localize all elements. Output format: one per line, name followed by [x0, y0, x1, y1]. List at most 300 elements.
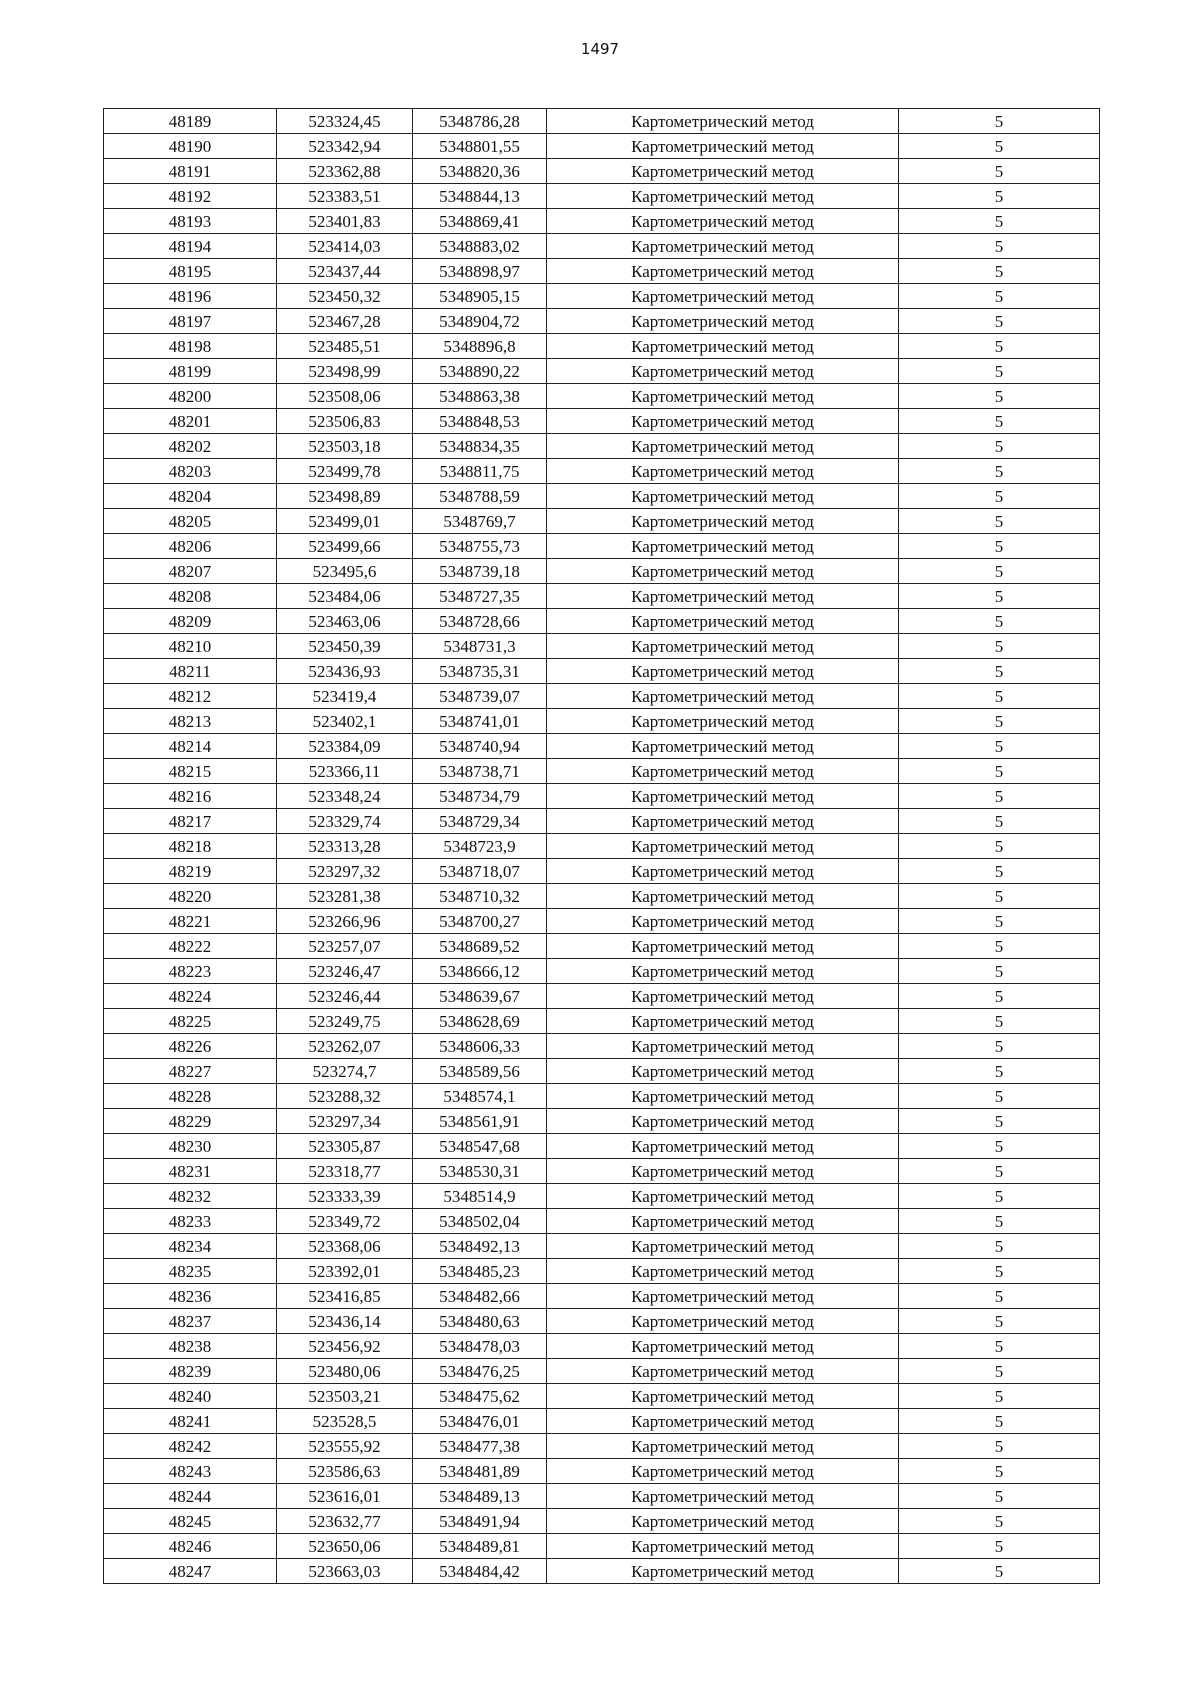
table-row: [104, 759, 1100, 784]
point-number-cell: 48237: [104, 1309, 277, 1334]
point-number-cell: 48207: [104, 559, 277, 584]
point-number-cell: 48240: [104, 1384, 277, 1409]
x-coordinate-cell: 523503,21: [277, 1384, 413, 1409]
y-coordinate-cell: 5348481,89: [413, 1459, 547, 1484]
y-coordinate-cell: 5348561,91: [413, 1109, 547, 1134]
accuracy-cell: 5: [899, 259, 1100, 284]
point-number-cell: 48246: [104, 1534, 277, 1559]
x-coordinate-cell: 523506,83: [277, 409, 413, 434]
y-coordinate-cell: 5348739,07: [413, 684, 547, 709]
y-coordinate-cell: 5348769,7: [413, 509, 547, 534]
table-row: [104, 484, 1100, 509]
y-coordinate-cell: 5348728,66: [413, 609, 547, 634]
x-coordinate-cell: 523495,6: [277, 559, 413, 584]
method-cell: Картометрический метод: [547, 334, 899, 359]
x-coordinate-cell: 523555,92: [277, 1434, 413, 1459]
point-number-cell: 48215: [104, 759, 277, 784]
accuracy-cell: 5: [899, 859, 1100, 884]
table-row: [104, 1059, 1100, 1084]
x-coordinate-cell: 523288,32: [277, 1084, 413, 1109]
x-coordinate-cell: 523586,63: [277, 1459, 413, 1484]
table-row: [104, 1009, 1100, 1034]
method-cell: Картометрический метод: [547, 1059, 899, 1084]
point-number-cell: 48213: [104, 709, 277, 734]
table-row: [104, 1234, 1100, 1259]
y-coordinate-cell: 5348700,27: [413, 909, 547, 934]
table-row: [104, 884, 1100, 909]
x-coordinate-cell: 523333,39: [277, 1184, 413, 1209]
x-coordinate-cell: 523419,4: [277, 684, 413, 709]
point-number-cell: 48193: [104, 209, 277, 234]
table-row: [104, 434, 1100, 459]
x-coordinate-cell: 523324,45: [277, 109, 413, 134]
point-number-cell: 48229: [104, 1109, 277, 1134]
x-coordinate-cell: 523348,24: [277, 784, 413, 809]
table-row: [104, 584, 1100, 609]
accuracy-cell: 5: [899, 284, 1100, 309]
method-cell: Картометрический метод: [547, 1359, 899, 1384]
x-coordinate-cell: 523349,72: [277, 1209, 413, 1234]
accuracy-cell: 5: [899, 1184, 1100, 1209]
point-number-cell: 48201: [104, 409, 277, 434]
table-row: [104, 1084, 1100, 1109]
x-coordinate-cell: 523499,78: [277, 459, 413, 484]
table-row: [104, 1359, 1100, 1384]
table-row: [104, 1159, 1100, 1184]
y-coordinate-cell: 5348589,56: [413, 1059, 547, 1084]
table-row: [104, 1534, 1100, 1559]
table-row: [104, 409, 1100, 434]
method-cell: Картометрический метод: [547, 184, 899, 209]
y-coordinate-cell: 5348502,04: [413, 1209, 547, 1234]
method-cell: Картометрический метод: [547, 1309, 899, 1334]
table-row: [104, 909, 1100, 934]
method-cell: Картометрический метод: [547, 1384, 899, 1409]
method-cell: Картометрический метод: [547, 409, 899, 434]
accuracy-cell: 5: [899, 1459, 1100, 1484]
accuracy-cell: 5: [899, 484, 1100, 509]
x-coordinate-cell: 523632,77: [277, 1509, 413, 1534]
x-coordinate-cell: 523401,83: [277, 209, 413, 234]
point-number-cell: 48196: [104, 284, 277, 309]
y-coordinate-cell: 5348492,13: [413, 1234, 547, 1259]
table-row: [104, 984, 1100, 1009]
accuracy-cell: 5: [899, 459, 1100, 484]
accuracy-cell: 5: [899, 959, 1100, 984]
table-row: [104, 809, 1100, 834]
y-coordinate-cell: 5348491,94: [413, 1509, 547, 1534]
y-coordinate-cell: 5348898,97: [413, 259, 547, 284]
point-number-cell: 48234: [104, 1234, 277, 1259]
method-cell: Картометрический метод: [547, 559, 899, 584]
accuracy-cell: 5: [899, 1134, 1100, 1159]
method-cell: Картометрический метод: [547, 259, 899, 284]
y-coordinate-cell: 5348729,34: [413, 809, 547, 834]
x-coordinate-cell: 523414,03: [277, 234, 413, 259]
table-row: [104, 534, 1100, 559]
accuracy-cell: 5: [899, 684, 1100, 709]
point-number-cell: 48225: [104, 1009, 277, 1034]
point-number-cell: 48203: [104, 459, 277, 484]
accuracy-cell: 5: [899, 934, 1100, 959]
y-coordinate-cell: 5348710,32: [413, 884, 547, 909]
method-cell: Картометрический метод: [547, 509, 899, 534]
table-row: [104, 309, 1100, 334]
method-cell: Картометрический метод: [547, 309, 899, 334]
x-coordinate-cell: 523384,09: [277, 734, 413, 759]
method-cell: Картометрический метод: [547, 1484, 899, 1509]
table-row: [104, 1409, 1100, 1434]
method-cell: Картометрический метод: [547, 359, 899, 384]
method-cell: Картометрический метод: [547, 234, 899, 259]
point-number-cell: 48218: [104, 834, 277, 859]
x-coordinate-cell: 523305,87: [277, 1134, 413, 1159]
y-coordinate-cell: 5348741,01: [413, 709, 547, 734]
x-coordinate-cell: 523318,77: [277, 1159, 413, 1184]
method-cell: Картометрический метод: [547, 459, 899, 484]
y-coordinate-cell: 5348735,31: [413, 659, 547, 684]
accuracy-cell: 5: [899, 759, 1100, 784]
x-coordinate-cell: 523262,07: [277, 1034, 413, 1059]
method-cell: Картометрический метод: [547, 784, 899, 809]
accuracy-cell: 5: [899, 1209, 1100, 1234]
x-coordinate-cell: 523650,06: [277, 1534, 413, 1559]
x-coordinate-cell: 523368,06: [277, 1234, 413, 1259]
accuracy-cell: 5: [899, 1059, 1100, 1084]
y-coordinate-cell: 5348820,36: [413, 159, 547, 184]
table-row: [104, 1484, 1100, 1509]
point-number-cell: 48200: [104, 384, 277, 409]
x-coordinate-cell: 523416,85: [277, 1284, 413, 1309]
y-coordinate-cell: 5348547,68: [413, 1134, 547, 1159]
method-cell: Картометрический метод: [547, 1159, 899, 1184]
method-cell: Картометрический метод: [547, 734, 899, 759]
y-coordinate-cell: 5348484,42: [413, 1559, 547, 1584]
x-coordinate-cell: 523297,32: [277, 859, 413, 884]
table-row: [104, 1459, 1100, 1484]
x-coordinate-cell: 523313,28: [277, 834, 413, 859]
y-coordinate-cell: 5348476,25: [413, 1359, 547, 1384]
x-coordinate-cell: 523437,44: [277, 259, 413, 284]
method-cell: Картометрический метод: [547, 909, 899, 934]
method-cell: Картометрический метод: [547, 659, 899, 684]
x-coordinate-cell: 523246,44: [277, 984, 413, 1009]
y-coordinate-cell: 5348514,9: [413, 1184, 547, 1209]
method-cell: Картометрический метод: [547, 1134, 899, 1159]
accuracy-cell: 5: [899, 409, 1100, 434]
accuracy-cell: 5: [899, 1359, 1100, 1384]
accuracy-cell: 5: [899, 1509, 1100, 1534]
table-row: [104, 1109, 1100, 1134]
method-cell: Картометрический метод: [547, 434, 899, 459]
x-coordinate-cell: 523508,06: [277, 384, 413, 409]
accuracy-cell: 5: [899, 1284, 1100, 1309]
table-row: [104, 234, 1100, 259]
y-coordinate-cell: 5348489,81: [413, 1534, 547, 1559]
y-coordinate-cell: 5348482,66: [413, 1284, 547, 1309]
method-cell: Картометрический метод: [547, 1109, 899, 1134]
point-number-cell: 48217: [104, 809, 277, 834]
table-row: [104, 109, 1100, 134]
point-number-cell: 48209: [104, 609, 277, 634]
y-coordinate-cell: 5348738,71: [413, 759, 547, 784]
table-row: [104, 659, 1100, 684]
accuracy-cell: 5: [899, 159, 1100, 184]
x-coordinate-cell: 523362,88: [277, 159, 413, 184]
table-row: [104, 184, 1100, 209]
point-number-cell: 48194: [104, 234, 277, 259]
table-row: [104, 1209, 1100, 1234]
y-coordinate-cell: 5348811,75: [413, 459, 547, 484]
x-coordinate-cell: 523297,34: [277, 1109, 413, 1134]
method-cell: Картометрический метод: [547, 1509, 899, 1534]
table-row: [104, 634, 1100, 659]
point-number-cell: 48236: [104, 1284, 277, 1309]
table-row: [104, 1309, 1100, 1334]
y-coordinate-cell: 5348574,1: [413, 1084, 547, 1109]
accuracy-cell: 5: [899, 659, 1100, 684]
point-number-cell: 48208: [104, 584, 277, 609]
table-row: [104, 709, 1100, 734]
point-number-cell: 48199: [104, 359, 277, 384]
point-number-cell: 48221: [104, 909, 277, 934]
accuracy-cell: 5: [899, 359, 1100, 384]
table-row: [104, 734, 1100, 759]
accuracy-cell: 5: [899, 1559, 1100, 1584]
x-coordinate-cell: 523402,1: [277, 709, 413, 734]
x-coordinate-cell: 523498,89: [277, 484, 413, 509]
x-coordinate-cell: 523503,18: [277, 434, 413, 459]
y-coordinate-cell: 5348723,9: [413, 834, 547, 859]
table-row: [104, 359, 1100, 384]
accuracy-cell: 5: [899, 1309, 1100, 1334]
accuracy-cell: 5: [899, 1259, 1100, 1284]
table-row: [104, 1134, 1100, 1159]
method-cell: Картометрический метод: [547, 1409, 899, 1434]
accuracy-cell: 5: [899, 709, 1100, 734]
table-row: [104, 134, 1100, 159]
y-coordinate-cell: 5348788,59: [413, 484, 547, 509]
point-number-cell: 48216: [104, 784, 277, 809]
point-number-cell: 48205: [104, 509, 277, 534]
method-cell: Картометрический метод: [547, 484, 899, 509]
point-number-cell: 48226: [104, 1034, 277, 1059]
table-row: [104, 1284, 1100, 1309]
table-row: [104, 259, 1100, 284]
y-coordinate-cell: 5348883,02: [413, 234, 547, 259]
accuracy-cell: 5: [899, 734, 1100, 759]
x-coordinate-cell: 523246,47: [277, 959, 413, 984]
accuracy-cell: 5: [899, 1234, 1100, 1259]
table-row: [104, 509, 1100, 534]
method-cell: Картометрический метод: [547, 884, 899, 909]
point-number-cell: 48223: [104, 959, 277, 984]
method-cell: Картометрический метод: [547, 1334, 899, 1359]
point-number-cell: 48231: [104, 1159, 277, 1184]
point-number-cell: 48190: [104, 134, 277, 159]
y-coordinate-cell: 5348869,41: [413, 209, 547, 234]
method-cell: Картометрический метод: [547, 1259, 899, 1284]
accuracy-cell: 5: [899, 834, 1100, 859]
y-coordinate-cell: 5348896,8: [413, 334, 547, 359]
point-number-cell: 48192: [104, 184, 277, 209]
y-coordinate-cell: 5348727,35: [413, 584, 547, 609]
method-cell: Картометрический метод: [547, 1084, 899, 1109]
x-coordinate-cell: 523480,06: [277, 1359, 413, 1384]
accuracy-cell: 5: [899, 584, 1100, 609]
y-coordinate-cell: 5348718,07: [413, 859, 547, 884]
table-row: [104, 284, 1100, 309]
accuracy-cell: 5: [899, 184, 1100, 209]
x-coordinate-cell: 523436,14: [277, 1309, 413, 1334]
x-coordinate-cell: 523383,51: [277, 184, 413, 209]
table-row: [104, 1434, 1100, 1459]
x-coordinate-cell: 523392,01: [277, 1259, 413, 1284]
table-row: [104, 1184, 1100, 1209]
x-coordinate-cell: 523329,74: [277, 809, 413, 834]
accuracy-cell: 5: [899, 1384, 1100, 1409]
point-number-cell: 48232: [104, 1184, 277, 1209]
y-coordinate-cell: 5348475,62: [413, 1384, 547, 1409]
x-coordinate-cell: 523266,96: [277, 909, 413, 934]
point-number-cell: 48214: [104, 734, 277, 759]
point-number-cell: 48220: [104, 884, 277, 909]
method-cell: Картометрический метод: [547, 759, 899, 784]
y-coordinate-cell: 5348848,53: [413, 409, 547, 434]
accuracy-cell: 5: [899, 384, 1100, 409]
method-cell: Картометрический метод: [547, 1459, 899, 1484]
point-number-cell: 48247: [104, 1559, 277, 1584]
point-number-cell: 48235: [104, 1259, 277, 1284]
x-coordinate-cell: 523485,51: [277, 334, 413, 359]
x-coordinate-cell: 523498,99: [277, 359, 413, 384]
table-row: [104, 959, 1100, 984]
x-coordinate-cell: 523456,92: [277, 1334, 413, 1359]
point-number-cell: 48222: [104, 934, 277, 959]
method-cell: Картометрический метод: [547, 1234, 899, 1259]
table-row: [104, 784, 1100, 809]
accuracy-cell: 5: [899, 1159, 1100, 1184]
x-coordinate-cell: 523281,38: [277, 884, 413, 909]
point-number-cell: 48233: [104, 1209, 277, 1234]
table-row: [104, 1384, 1100, 1409]
method-cell: Картометрический метод: [547, 284, 899, 309]
method-cell: Картометрический метод: [547, 834, 899, 859]
x-coordinate-cell: 523463,06: [277, 609, 413, 634]
point-number-cell: 48212: [104, 684, 277, 709]
point-number-cell: 48219: [104, 859, 277, 884]
accuracy-cell: 5: [899, 909, 1100, 934]
point-number-cell: 48191: [104, 159, 277, 184]
table-row: [104, 1334, 1100, 1359]
accuracy-cell: 5: [899, 1109, 1100, 1134]
x-coordinate-cell: 523663,03: [277, 1559, 413, 1584]
y-coordinate-cell: 5348628,69: [413, 1009, 547, 1034]
point-number-cell: 48224: [104, 984, 277, 1009]
method-cell: Картометрический метод: [547, 109, 899, 134]
table-row: [104, 609, 1100, 634]
x-coordinate-cell: 523616,01: [277, 1484, 413, 1509]
y-coordinate-cell: 5348905,15: [413, 284, 547, 309]
method-cell: Картометрический метод: [547, 1034, 899, 1059]
y-coordinate-cell: 5348731,3: [413, 634, 547, 659]
y-coordinate-cell: 5348666,12: [413, 959, 547, 984]
y-coordinate-cell: 5348489,13: [413, 1484, 547, 1509]
accuracy-cell: 5: [899, 509, 1100, 534]
point-number-cell: 48243: [104, 1459, 277, 1484]
table-row: [104, 1259, 1100, 1284]
y-coordinate-cell: 5348476,01: [413, 1409, 547, 1434]
x-coordinate-cell: 523274,7: [277, 1059, 413, 1084]
y-coordinate-cell: 5348734,79: [413, 784, 547, 809]
accuracy-cell: 5: [899, 334, 1100, 359]
accuracy-cell: 5: [899, 1334, 1100, 1359]
accuracy-cell: 5: [899, 609, 1100, 634]
accuracy-cell: 5: [899, 784, 1100, 809]
table-row: [104, 834, 1100, 859]
y-coordinate-cell: 5348844,13: [413, 184, 547, 209]
method-cell: Картометрический метод: [547, 934, 899, 959]
method-cell: Картометрический метод: [547, 809, 899, 834]
method-cell: Картометрический метод: [547, 684, 899, 709]
y-coordinate-cell: 5348904,72: [413, 309, 547, 334]
point-number-cell: 48230: [104, 1134, 277, 1159]
table-row: [104, 334, 1100, 359]
method-cell: Картометрический метод: [547, 134, 899, 159]
accuracy-cell: 5: [899, 1009, 1100, 1034]
method-cell: Картометрический метод: [547, 609, 899, 634]
table-row: [104, 1034, 1100, 1059]
method-cell: Картометрический метод: [547, 984, 899, 1009]
method-cell: Картометрический метод: [547, 634, 899, 659]
accuracy-cell: 5: [899, 234, 1100, 259]
x-coordinate-cell: 523528,5: [277, 1409, 413, 1434]
method-cell: Картометрический метод: [547, 534, 899, 559]
table-row: [104, 934, 1100, 959]
method-cell: Картометрический метод: [547, 209, 899, 234]
y-coordinate-cell: 5348834,35: [413, 434, 547, 459]
point-number-cell: 48244: [104, 1484, 277, 1509]
method-cell: Картометрический метод: [547, 959, 899, 984]
y-coordinate-cell: 5348863,38: [413, 384, 547, 409]
y-coordinate-cell: 5348739,18: [413, 559, 547, 584]
table-row: [104, 209, 1100, 234]
method-cell: Картометрический метод: [547, 709, 899, 734]
y-coordinate-cell: 5348801,55: [413, 134, 547, 159]
method-cell: Картометрический метод: [547, 1559, 899, 1584]
y-coordinate-cell: 5348530,31: [413, 1159, 547, 1184]
method-cell: Картометрический метод: [547, 1534, 899, 1559]
y-coordinate-cell: 5348480,63: [413, 1309, 547, 1334]
x-coordinate-cell: 523499,66: [277, 534, 413, 559]
y-coordinate-cell: 5348478,03: [413, 1334, 547, 1359]
point-number-cell: 48245: [104, 1509, 277, 1534]
point-number-cell: 48238: [104, 1334, 277, 1359]
point-number-cell: 48204: [104, 484, 277, 509]
x-coordinate-cell: 523450,39: [277, 634, 413, 659]
method-cell: Картометрический метод: [547, 1209, 899, 1234]
point-number-cell: 48198: [104, 334, 277, 359]
point-number-cell: 48241: [104, 1409, 277, 1434]
point-number-cell: 48195: [104, 259, 277, 284]
x-coordinate-cell: 523484,06: [277, 584, 413, 609]
table-row: [104, 684, 1100, 709]
method-cell: Картометрический метод: [547, 1434, 899, 1459]
method-cell: Картометрический метод: [547, 859, 899, 884]
accuracy-cell: 5: [899, 1084, 1100, 1109]
point-number-cell: 48228: [104, 1084, 277, 1109]
y-coordinate-cell: 5348606,33: [413, 1034, 547, 1059]
